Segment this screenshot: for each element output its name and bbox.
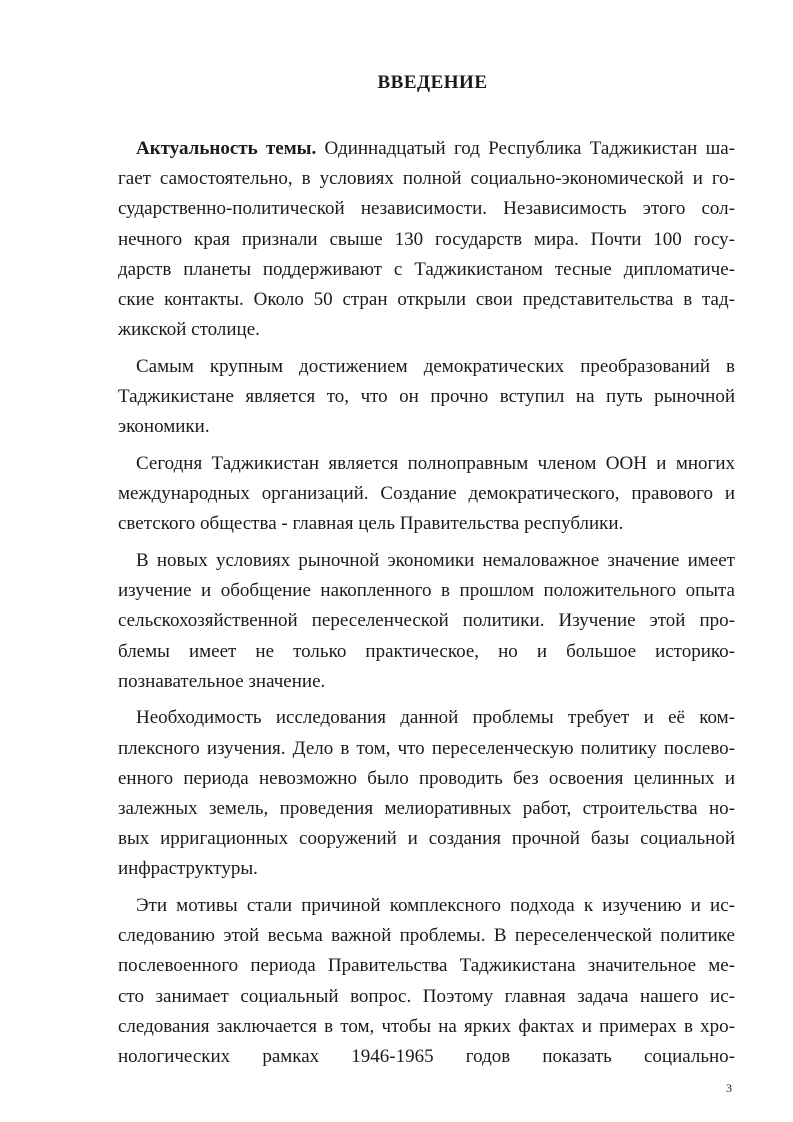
page-title: ВВЕДЕНИЕ xyxy=(377,72,488,93)
paragraph-line: изучение и обобщение накопленного в прошлом положительного опыта xyxy=(118,580,735,602)
paragraph-line: светского общества - главная цель Правительства республики. xyxy=(118,513,624,535)
paragraph-line: Необходимость исследования данной проблемы требует и её ком- xyxy=(136,707,735,729)
paragraph-line: Таджикистане является то, что он прочно вступил на путь рыночной xyxy=(118,386,735,407)
paragraph-line: международных организаций. Создание демократического, правового и xyxy=(118,483,735,505)
paragraph-research-necessity xyxy=(118,703,735,884)
paragraph-line: Эти мотивы стали причиной комплексного подхода к изучению и ис- xyxy=(136,895,735,916)
paragraph-line: Сегодня Таджикистан является полноправным членом ООН и многих xyxy=(136,452,735,474)
paragraph-line: сто занимает социальный вопрос. Поэтому главная задача нашего ис- xyxy=(118,985,735,1007)
paragraph-line: следованию этой весьма важной проблемы. В переселенческой политике xyxy=(118,925,735,947)
page-number: 3 xyxy=(726,1081,732,1095)
paragraph-relevance xyxy=(118,134,735,345)
paragraph-motives xyxy=(118,891,735,1072)
paragraph-line: дарств планеты поддерживают с Таджикистаном тесные дипломатиче- xyxy=(118,258,735,280)
paragraph-line: познавательное значение. xyxy=(118,670,326,692)
paragraph-line: плексного изучения. Дело в том, что переселенческую политику послево- xyxy=(118,737,735,759)
paragraph-market-economy xyxy=(118,546,735,697)
paragraph-line: жикской столице. xyxy=(118,319,260,341)
paragraph-line: сельскохозяйственной переселенческой политики. Изучение этой про- xyxy=(118,610,735,632)
paragraph-line: экономики. xyxy=(118,416,210,438)
paragraph-line: блемы имеет не только практическое, но и большое историко- xyxy=(118,640,735,662)
paragraph-line: В новых условиях рыночной экономики немаловажное значение имеет xyxy=(136,549,735,571)
relevance-heading: Актуальность темы. xyxy=(136,138,317,159)
paragraph-line: Самым крупным достижением демократических преобразований в xyxy=(136,355,735,377)
paragraph-line xyxy=(118,134,735,164)
paragraph-line: ские контакты. Около 50 стран открыли свои представительства в тад- xyxy=(118,288,735,310)
paragraph-line: инфраструктуры. xyxy=(118,858,258,880)
body-text xyxy=(118,134,735,1079)
paragraph-line: залежных земель, проведения мелиоративных работ, строительства но- xyxy=(118,797,735,819)
paragraph-line: гает самостоятельно, в условиях полной социально-экономической и го- xyxy=(118,168,735,190)
paragraph-line: сударственно-политической независимости. Независимость этого сол- xyxy=(118,198,735,220)
paragraph-line: следования заключается в том, чтобы на ярких фактах и примерах в хро- xyxy=(118,1015,735,1037)
paragraph-line: вых ирригационных сооружений и создания прочной базы социальной xyxy=(118,828,735,850)
paragraph-line: нечного края признали свыше 130 государств мира. Почти 100 госу- xyxy=(118,228,735,250)
paragraph-line-text: Одиннадцатый год Республика Таджикистан ша- xyxy=(316,138,735,159)
paragraph-line: нологических рамках 1946-1965 годов показать социально- xyxy=(118,1045,735,1067)
paragraph-democratic-achievement xyxy=(118,352,735,443)
paragraph-line: послевоенного периода Правительства Таджикистана значительное ме- xyxy=(118,955,735,977)
paragraph-un-membership xyxy=(118,449,735,540)
paragraph-line: енного периода невозможно было проводить без освоения целинных и xyxy=(118,767,735,789)
